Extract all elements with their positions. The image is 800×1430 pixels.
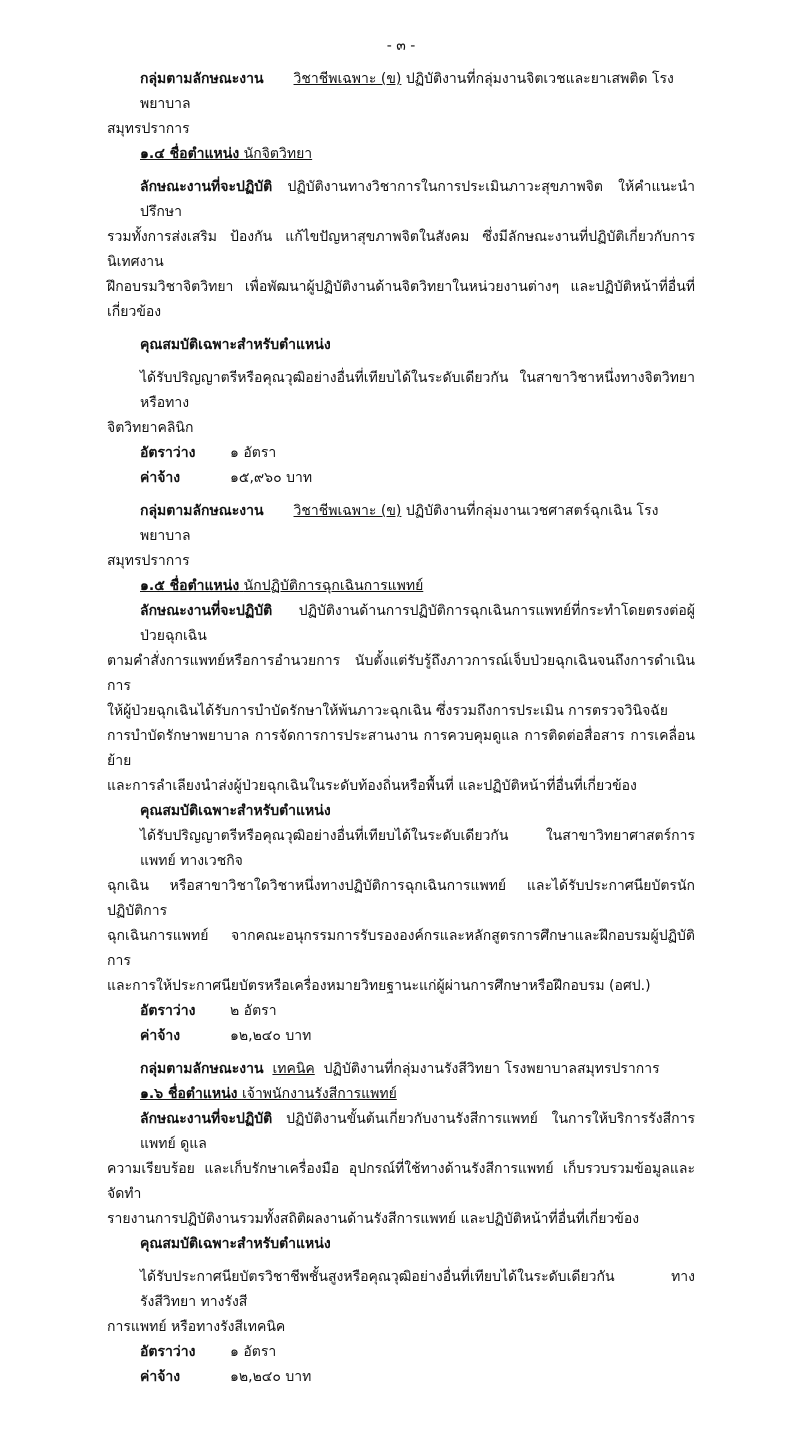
- qualification-line: ได้รับปริญญาตรีหรือคุณวุฒิอย่างอื่นที่เทียบได้ในระดับเดียวกัน ในสาขาวิทยาศาสตร์การแพทย์ ทางเวชกิจ: [140, 828, 695, 869]
- group-line: [107, 1057, 695, 1082]
- group-text: ปฏิบัติงานที่กลุ่มงานรังสีวิทยา โรงพยาบาลสมุทรปราการ: [323, 1061, 660, 1077]
- wage-label: ค่าจ้าง: [140, 1028, 181, 1044]
- group-text: ปฏิบัติงานที่กลุ่มงานจิตเวชและยาเสพติด โรงพยาบาล: [140, 71, 674, 112]
- group-type: เทคนิค: [272, 1061, 315, 1077]
- wage-label: ค่าจ้าง: [140, 1369, 181, 1385]
- group-label: กลุ่มตามลักษณะงาน: [140, 71, 264, 87]
- group-line: [107, 67, 695, 117]
- duty-line: ให้ผู้ป่วยฉุกเฉินได้รับการบำบัดรักษาให้พ้นภาวะฉุกเฉิน ซึ่งรวมถึงการประเมิน การตรวจวินิจฉัย: [107, 703, 669, 719]
- duty-line: [107, 599, 695, 649]
- duty-line: ตามคำสั่งการแพทย์หรือการอำนวยการ นับตั้งแต่รับรู้ถึงภาวการณ์เจ็บป่วยฉุกเฉินจนถึงการดำเนินการ: [107, 653, 695, 694]
- position-label: ๑.๔ ชื่อตำแหน่ง: [140, 146, 240, 162]
- qualification-line: ได้รับปริญญาตรีหรือคุณวุฒิอย่างอื่นที่เทียบได้ในระดับเดียวกัน ในสาขาวิชาหนึ่งทางจิตวิทยา หรือทาง: [140, 370, 695, 411]
- duty-text: ปฏิบัติงานขั้นต้นเกี่ยวกับงานรังสีการแพทย์ ในการให้บริการรังสีการแพทย์ ดูแล: [140, 1111, 695, 1152]
- page-number: - ๓ -: [386, 38, 416, 54]
- rate-row: [107, 1340, 695, 1365]
- group-cont: สมุทรปราการ: [107, 121, 190, 137]
- duty-line: รวมทั้งการส่งเสริม ป้องกัน แก้ไขปัญหาสุขภาพจิตในสังคม ซึ่งมีลักษณะงานที่ปฏิบัติเกี่ยวกับการนิเทศงาน: [107, 229, 695, 270]
- duty-line: ฝึกอบรมวิชาจิตวิทยา เพื่อพัฒนาผู้ปฏิบัติงานด้านจิตวิทยาในหน่วยงานต่างๆ และปฏิบัติหน้าที่อื่นที่เกี่ยวข้อง: [107, 279, 695, 320]
- wage-row: [107, 1365, 695, 1390]
- duty-line: การบำบัดรักษาพยาบาล การจัดการการประสานงาน การควบคุมดูแล การติดต่อสื่อสาร การเคลื่อนย้าย: [107, 728, 695, 769]
- duty-text: ปฏิบัติงานด้านการปฏิบัติการฉุกเฉินการแพทย์ที่กระทำโดยตรงต่อผู้ป่วยฉุกเฉิน: [140, 603, 695, 644]
- duty-line: ความเรียบร้อย และเก็บรักษาเครื่องมือ อุปกรณ์ที่ใช้ทางด้านรังสีการแพทย์ เก็บรวบรวมข้อมูลและจัดทำ: [107, 1161, 695, 1202]
- rate-row: [107, 441, 695, 466]
- qualification-line: ได้รับประกาศนียบัตรวิชาชีพชั้นสูงหรือคุณวุฒิอย่างอื่นที่เทียบได้ในระดับเดียวกัน ทางรังสีวิทยา ทางรังสี: [140, 1269, 695, 1310]
- qualification-heading-text: คุณสมบัติเฉพาะสำหรับตำแหน่ง: [140, 1236, 331, 1252]
- qualification-heading-text: คุณสมบัติเฉพาะสำหรับตำแหน่ง: [140, 337, 331, 353]
- wage-label: ค่าจ้าง: [140, 470, 181, 486]
- group-text: ปฏิบัติงานที่กลุ่มงานเวชศาสตร์ฉุกเฉิน โรงพยาบาล: [140, 503, 659, 544]
- rate-value: ๑ อัตรา: [230, 445, 277, 461]
- group-type: วิชาชีพเฉพาะ (ข): [293, 503, 402, 519]
- duty-text: ปฏิบัติงานทางวิชาการในการประเมินภาวะสุขภาพจิต ให้คำแนะนำ ปรึกษา: [140, 179, 695, 220]
- position-label: ๑.๕ ชื่อตำแหน่ง: [140, 578, 240, 594]
- qualification-heading: [107, 1232, 695, 1257]
- position-name: เจ้าพนักงานรังสีการแพทย์: [241, 1086, 397, 1102]
- position-heading: [107, 142, 695, 167]
- rate-label: อัตราว่าง: [140, 1344, 196, 1360]
- qualification-line: และการให้ประกาศนียบัตรหรือเครื่องหมายวิทยฐานะแก่ผู้ผ่านการศึกษาหรือฝึกอบรม (อศป.): [107, 978, 651, 994]
- rate-value: ๒ อัตรา: [230, 1003, 277, 1019]
- duty-label: ลักษณะงานที่จะปฏิบัติ: [140, 179, 273, 195]
- wage-row: [107, 466, 695, 491]
- group-line: [107, 499, 695, 549]
- duty-line: [107, 175, 695, 225]
- qualification-heading: [107, 799, 695, 824]
- group-type: วิชาชีพเฉพาะ (ข): [293, 71, 402, 87]
- qualification-line: ฉุกเฉินการแพทย์ จากคณะอนุกรรมการรับรององค์กรและหลักสูตรการศึกษาและฝึกอบรมผู้ปฏิบัติการ: [107, 928, 695, 969]
- qualification-line: ฉุกเฉิน หรือสาขาวิชาใดวิชาหนึ่งทางปฏิบัติการฉุกเฉินการแพทย์ และได้รับประกาศนียบัตรนักปฏิบัติการ: [107, 878, 695, 919]
- qualification-heading: [107, 333, 695, 358]
- duty-line: และการลำเลียงนำส่งผู้ป่วยฉุกเฉินในระดับท้องถิ่นหรือพื้นที่ และปฏิบัติหน้าที่อื่นที่เกี่ยวข้อง: [107, 778, 637, 794]
- duty-label: ลักษณะงานที่จะปฏิบัติ: [140, 1111, 273, 1127]
- qualification-line: จิตวิทยาคลินิก: [107, 420, 194, 436]
- position-heading: [107, 1082, 695, 1107]
- wage-value: ๑๒,๒๔๐ บาท: [230, 1028, 312, 1044]
- wage-value: ๑๒,๒๔๐ บาท: [230, 1369, 312, 1385]
- qualification-line: การแพทย์ หรือทางรังสีเทคนิค: [107, 1319, 286, 1335]
- position-heading: [107, 574, 695, 599]
- wage-value: ๑๕,๙๖๐ บาท: [230, 470, 313, 486]
- rate-label: อัตราว่าง: [140, 445, 196, 461]
- qualification-heading-text: คุณสมบัติเฉพาะสำหรับตำแหน่ง: [140, 803, 331, 819]
- position-label: ๑.๖ ชื่อตำแหน่ง: [140, 1086, 238, 1102]
- position-name: นักปฏิบัติการฉุกเฉินการแพทย์: [243, 578, 424, 594]
- group-cont: สมุทรปราการ: [107, 553, 190, 569]
- wage-row: [107, 1024, 695, 1049]
- position-name: นักจิตวิทยา: [243, 146, 313, 162]
- group-label: กลุ่มตามลักษณะงาน: [140, 503, 264, 519]
- rate-value: ๑ อัตรา: [230, 1344, 277, 1360]
- duty-line: [107, 1107, 695, 1157]
- rate-label: อัตราว่าง: [140, 1003, 196, 1019]
- duty-label: ลักษณะงานที่จะปฏิบัติ: [140, 603, 273, 619]
- group-label: กลุ่มตามลักษณะงาน: [140, 1061, 264, 1077]
- rate-row: [107, 999, 695, 1024]
- duty-line: รายงานการปฏิบัติงานรวมทั้งสถิติผลงานด้านรังสีการแพทย์ และปฏิบัติหน้าที่อื่นที่เกี่ยวข้อง: [107, 1211, 640, 1227]
